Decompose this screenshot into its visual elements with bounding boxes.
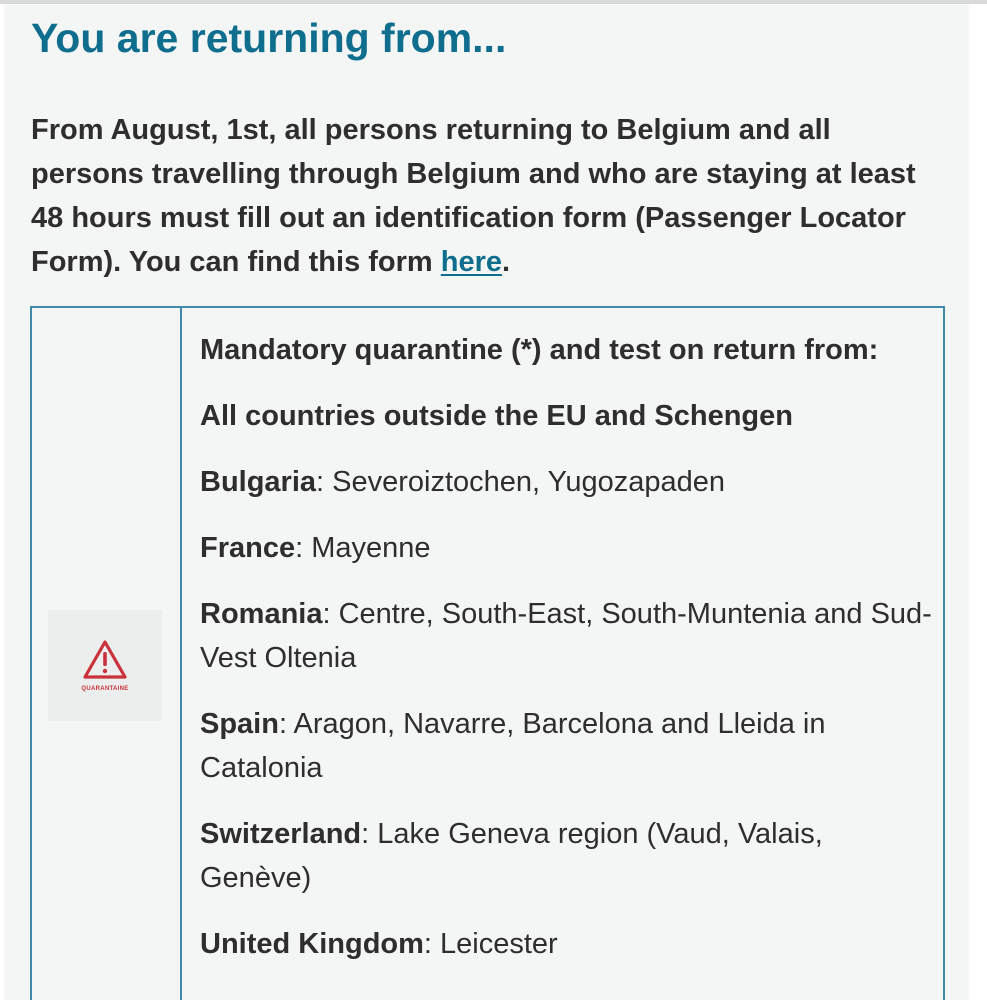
country-regions: : Leicester	[423, 928, 558, 960]
warning-triangle-icon	[82, 639, 128, 681]
country-name: United Kingdom	[200, 928, 424, 960]
form-link[interactable]: here	[440, 246, 503, 278]
country-regions: : Aragon, Navarre, Barcelona and Lleida in Catalonia	[200, 708, 826, 784]
country-name: France	[200, 532, 296, 564]
country-row	[200, 592, 940, 680]
country-regions: : Lake Geneva region (Vaud, Valais, Genève)	[200, 818, 823, 894]
page-title: You are returning from...	[31, 15, 507, 61]
country-row	[200, 702, 940, 790]
country-name: Spain	[200, 708, 279, 740]
country-regions: : Centre, South-East, South-Muntenia and Sud-Vest Oltenia	[200, 598, 932, 674]
country-regions: : Severoiztochen, Yugozapaden	[316, 466, 726, 498]
intro-text: From August, 1st, all persons returning to Belgium and all persons travelling through Belgium and who are staying at least 48 hours must fill out an identification form (Passenger Locator Form). You can find this form	[31, 114, 916, 278]
intro-end: .	[502, 246, 511, 278]
country-row	[200, 922, 940, 966]
quarantine-content	[200, 328, 940, 988]
quarantine-header: Mandatory quarantine (*) and test on return from:	[200, 334, 879, 366]
intro-paragraph	[31, 108, 946, 284]
quarantine-table	[30, 306, 945, 1000]
top-divider	[0, 0, 987, 4]
quarantine-icon-box	[48, 610, 162, 721]
country-name: Romania	[200, 598, 323, 630]
country-name: Switzerland	[200, 818, 362, 850]
country-list	[200, 460, 940, 966]
country-row	[200, 812, 940, 900]
content-card	[5, 5, 968, 1000]
country-row	[200, 460, 940, 504]
country-row	[200, 526, 940, 570]
country-name: Bulgaria	[200, 466, 317, 498]
quarantine-label: QUARANTAINE	[81, 685, 129, 692]
table-column-divider	[180, 308, 182, 1000]
country-regions: : Mayenne	[295, 532, 431, 564]
all-countries-row: All countries outside the EU and Schengen	[200, 400, 793, 432]
